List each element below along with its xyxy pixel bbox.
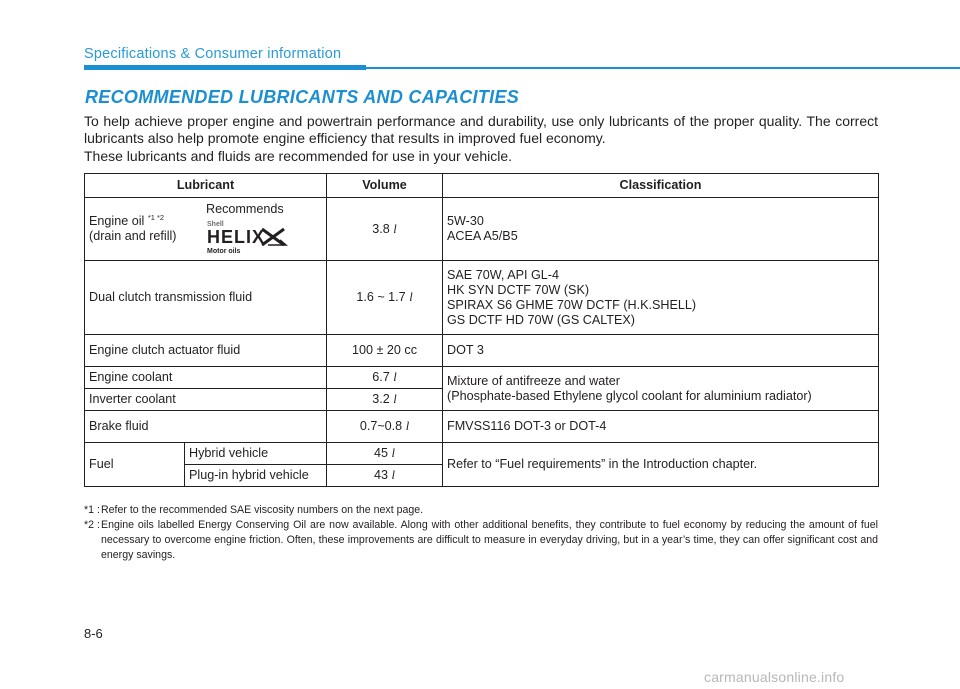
footnotes <box>84 503 878 563</box>
engine-oil-sub: (drain and refill) <box>89 229 177 243</box>
table-row <box>85 198 879 261</box>
engine-oil-classification: 5W-30 ACEA A5/B5 <box>443 198 879 261</box>
footnote-marks: *1 *2 <box>147 213 165 222</box>
dct-volume: 1.6 ~ 1.7 l <box>327 261 443 335</box>
header-classification: Classification <box>443 174 879 198</box>
clutch-actuator-volume: 100 ± 20 cc <box>327 335 443 367</box>
table-row <box>85 411 879 443</box>
intro-paragraph-2: These lubricants and fluids are recommended for use in your vehicle. <box>84 148 512 164</box>
fuel-classification: Refer to “Fuel requirements” in the Introduction chapter. <box>443 443 879 487</box>
clutch-actuator-label: Engine clutch actuator fluid <box>85 335 327 367</box>
section-header-bar <box>84 65 366 70</box>
recommends-label: Recommends <box>206 202 284 216</box>
fuel-hybrid-label: Hybrid vehicle <box>185 443 327 465</box>
fuel-plugin-volume: 43 l <box>327 465 443 487</box>
table-header-row <box>85 174 879 198</box>
clutch-actuator-classification: DOT 3 <box>443 335 879 367</box>
brake-fluid-volume: 0.7~0.8 l <box>327 411 443 443</box>
brake-fluid-label: Brake fluid <box>85 411 327 443</box>
table-row <box>85 367 879 389</box>
intro-paragraph: To help achieve proper engine and powertrain performance and durability, use only lubricants of the proper quality. The correct lubricants also help promote engine efficiency that results in improved fuel economy. <box>84 113 878 146</box>
page-title: RECOMMENDED LUBRICANTS AND CAPACITIES <box>85 87 520 107</box>
dct-classification: SAE 70W, API GL-4 HK SYN DCTF 70W (SK) SPIRAX S6 GHME 70W DCTF (H.K.SHELL) GS DCTF HD 70W (GS CALTEX) <box>443 261 879 335</box>
engine-oil-label: Engine oil $^{*1 *2}$ <box>89 213 165 228</box>
engine-coolant-volume: 6.7 l <box>327 367 443 389</box>
svg-text:Shell: Shell <box>207 221 224 228</box>
header-volume: Volume <box>327 174 443 198</box>
fuel-label: Fuel <box>85 443 185 487</box>
brake-fluid-classification: FMVSS116 DOT-3 or DOT-4 <box>443 411 879 443</box>
engine-coolant-label: Engine coolant <box>85 367 327 389</box>
section-header-rule <box>366 67 960 69</box>
watermark: carmanualsonline.info <box>704 669 845 685</box>
footnote-1: *1 : Refer to the recommended SAE viscosity numbers on the next page. <box>84 504 424 516</box>
shell-helix-logo <box>206 215 288 255</box>
inverter-coolant-label: Inverter coolant <box>85 389 327 411</box>
section-header: Specifications & Consumer information <box>84 46 342 62</box>
coolant-classification: Mixture of antifreeze and water (Phosphate-based Ethylene glycol coolant for aluminium radiator) <box>443 367 879 411</box>
table-row <box>85 335 879 367</box>
fuel-hybrid-volume: 45 l <box>327 443 443 465</box>
header-lubricant: Lubricant <box>85 174 327 198</box>
page-number: 8-6 <box>84 626 103 641</box>
footnote-2: *2 : Engine oils labelled Energy Conserving Oil are now available. Along with other additional benefits, they contribute to fuel economy by reducing the amount of fuel necessary to overcome engine friction. Often, these improvements are difficult to measure in everyday driving, but in a year’s time, they can offer significant cost and energy savings. <box>84 519 878 561</box>
fuel-plugin-label: Plug-in hybrid vehicle <box>185 465 327 487</box>
svg-text:Motor oils: Motor oils <box>207 248 241 255</box>
engine-oil-volume: 3.8 l <box>327 198 443 261</box>
lubricants-table <box>84 173 879 487</box>
table-row <box>85 443 879 465</box>
inverter-coolant-volume: 3.2 l <box>327 389 443 411</box>
dct-label: Dual clutch transmission fluid <box>85 261 327 335</box>
svg-text:HELIX: HELIX <box>207 227 266 247</box>
engine-oil-cell <box>85 198 327 261</box>
table-row <box>85 261 879 335</box>
